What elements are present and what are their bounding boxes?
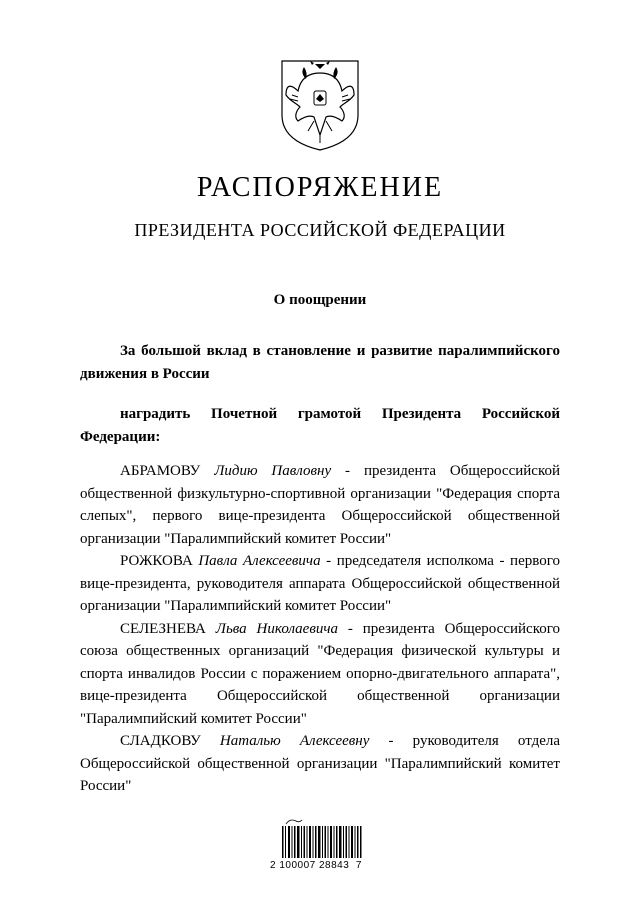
award-surname: АБРАМОВУ — [120, 463, 201, 479]
award-surname: СЛАДКОВУ — [120, 733, 201, 749]
decision-paragraph — [80, 403, 560, 448]
preamble-paragraph — [80, 340, 560, 385]
award-surname: РОЖКОВА — [120, 553, 193, 569]
award-surname: СЕЛЕЗНЕВА — [120, 620, 206, 637]
awards-list — [80, 460, 560, 798]
award-position: - председателя исполкома - первого вице-президента, руководителя аппарата Общероссийской общественной организации "Паралимпийский комитет России" — [80, 553, 561, 614]
barcode-number: 2 100007 28843 7 — [270, 860, 362, 871]
award-item — [80, 730, 560, 798]
coat-of-arms-icon — [276, 55, 364, 153]
award-item — [80, 550, 560, 618]
document-title: РАСПОРЯЖЕНИЕ — [196, 172, 444, 203]
decision-text: наградить Почетной грамотой Президента Российской Федерации: — [80, 406, 560, 445]
award-given-name: Лидию Павловну — [214, 463, 332, 479]
barcode-icon — [282, 818, 362, 858]
document-subtitle: ПРЕЗИДЕНТА РОССИЙСКОЙ ФЕДЕРАЦИИ — [134, 220, 506, 240]
award-given-name: Наталью Алексеевну — [219, 733, 370, 749]
award-position: - президента Общероссийской общественной физкультурно-спортивной организации "Федерация спорта слепых", первого вице-президента Общероссийской общественной организации "Паралимпийский комитет России" — [80, 463, 561, 547]
award-given-name: Павла Алексеевича — [198, 553, 321, 569]
document-heading: О поощрении — [273, 292, 367, 308]
award-position: - руководителя отдела Общероссийской общественной организации "Паралимпийский комитет России" — [80, 733, 561, 794]
award-given-name: Льва Николаевича — [215, 620, 338, 637]
preamble-text: За большой вклад в становление и развитие паралимпийского движения в России — [80, 343, 560, 382]
award-item — [80, 618, 560, 731]
award-item — [80, 460, 560, 550]
award-position: - президента Общероссийского союза общественных организаций "Федерация физической культуры и спорта инвалидов России с поражением опорно-двигательного аппарата", вице-президента Общероссийской общественной организации "Паралимпийский комитет России" — [80, 620, 560, 727]
